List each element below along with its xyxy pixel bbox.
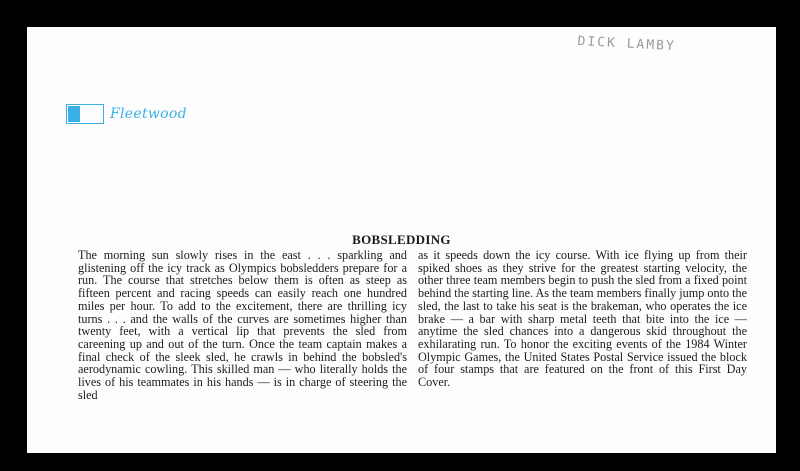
logo-wordmark: Fleetwood: [110, 106, 187, 122]
article-paragraph-left: The morning sun slowly rises in the east . . . sparkling and glistening off the icy track as Olympics bobsledders prepare for a run. The course that stretches below them is often as steep as fifteen percent and racing speeds can easily reach one hundred miles per hour. To add to the excitement, there are thrilling icy turns . . . and the walls of the curves are sometimes higher than twenty feet, with a vertical lip that prevents the sled from careening up and out of the turn. Once the team captain makes a final check of the sleek sled, he crawls in behind the bobsled's aerodynamic cowling. This skilled man — who literally holds the lives of his teammates in his hands — is in charge of steering the sled: [78, 248, 407, 402]
cover-card: [27, 27, 776, 453]
article-column-left: [78, 249, 407, 401]
handwritten-note: DICK LAMBY: [577, 34, 677, 55]
article-paragraph-right: as it speeds down the icy course. With ice flying up from their spiked shoes as they strive for the greatest starting velocity, the other three team members begin to push the sled from a fixed point behind the starting line. As the team members finally jump onto the sled, the last to take his seat is the brakeman, who operates the ice brake — a bar with sharp metal teeth that bite into the ice — anytime the sled chances into a dangerous skid throughout the exhilarating run. To honor the exciting events of the 1984 Winter Olympic Games, the United States Postal Service issued the block of four stamps that are featured on the front of this First Day Cover.: [418, 248, 747, 390]
article-title: BOBSLEDDING: [352, 232, 451, 247]
fleetwood-logo: [66, 101, 187, 127]
logo-mark-icon: [66, 104, 104, 124]
article-column-right: [418, 249, 747, 389]
